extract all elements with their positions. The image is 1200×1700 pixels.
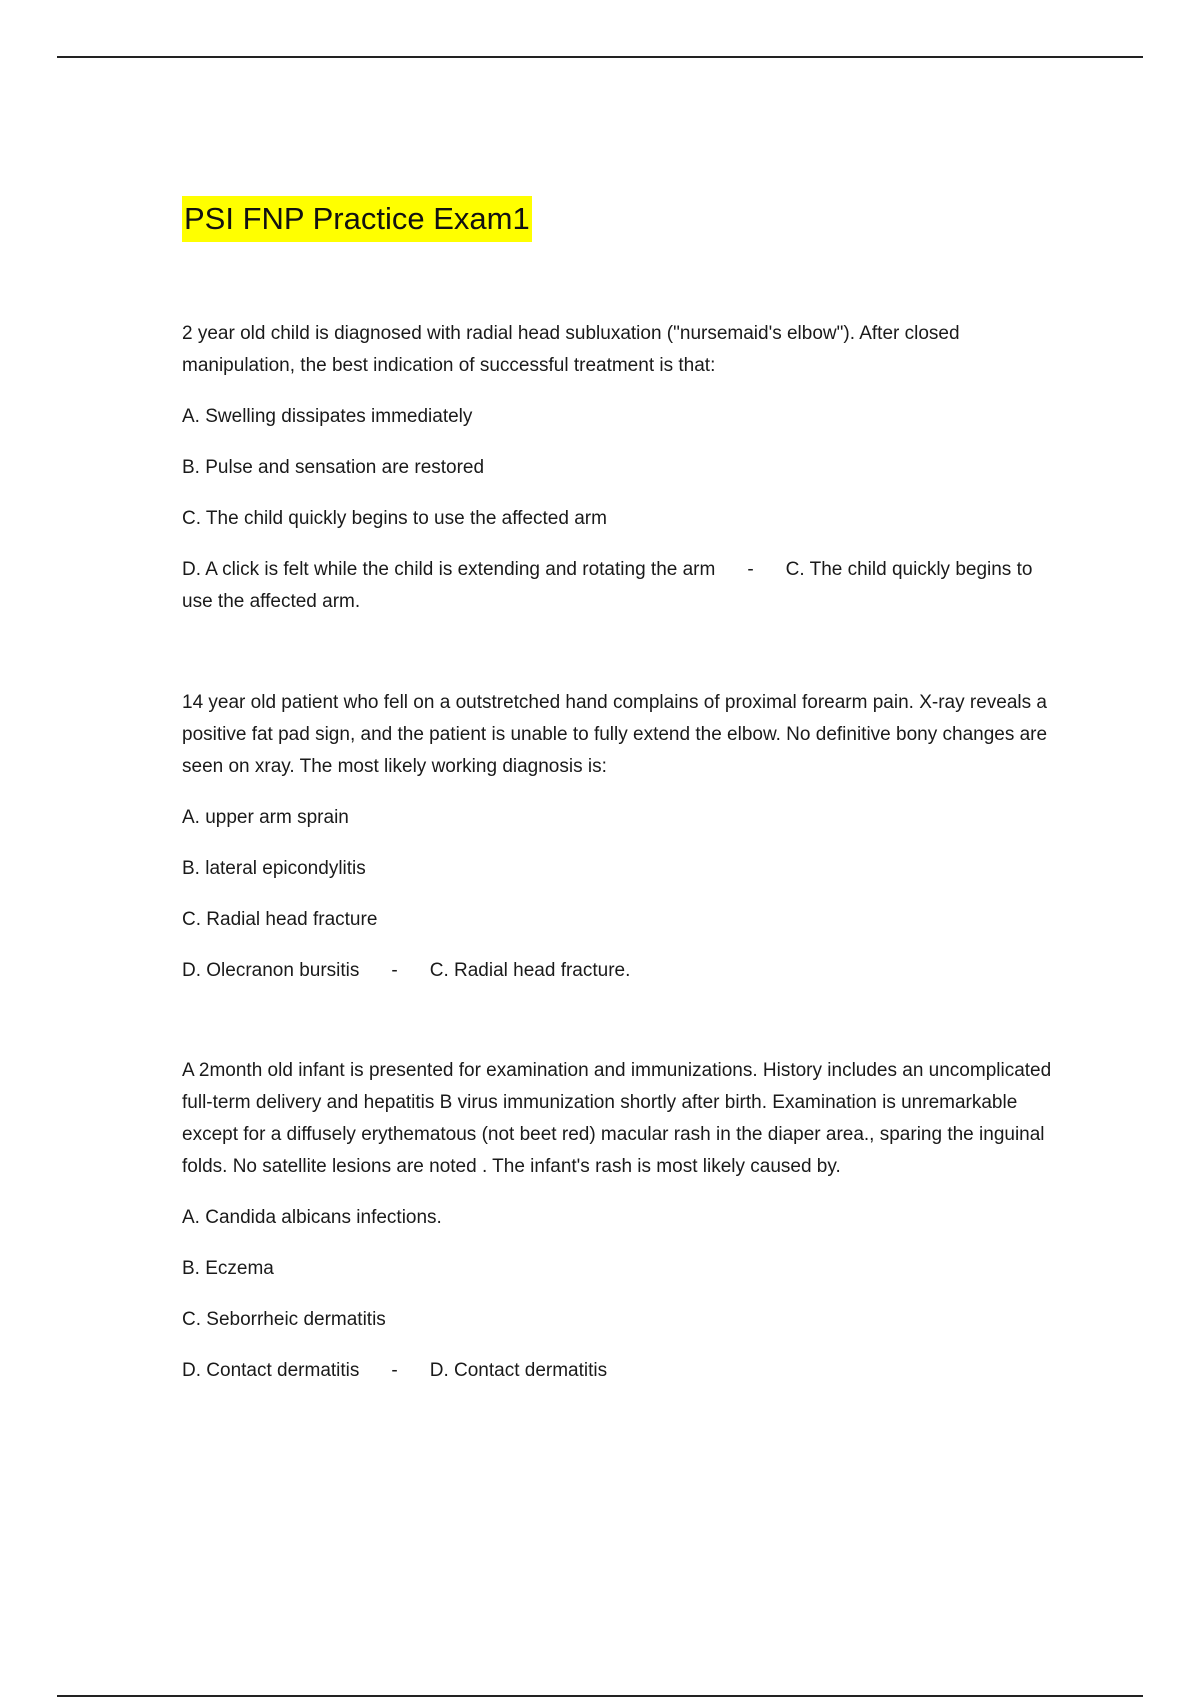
footer-rule	[57, 1695, 1143, 1697]
question-stem: 14 year old patient who fell on a outstretched hand complains of proximal forearm pain. X-ray reveals a positive fat pad sign, and the patient is unable to fully extend the elbow. No definitive bony changes are seen on xray. The most likely working diagnosis is:	[182, 692, 1048, 777]
option-d-with-answer	[182, 554, 1062, 618]
option-d-with-answer	[182, 955, 1062, 987]
option-a: A. upper arm sprain	[182, 807, 349, 828]
option-b: B. Eczema	[182, 1258, 274, 1279]
option-a: A. Candida albicans infections.	[182, 1207, 442, 1228]
answer-text: C. The child quickly begins to use the affected arm.	[182, 559, 1033, 612]
question-stem: 2 year old child is diagnosed with radial head subluxation ("nursemaid's elbow"). After closed manipulation, the best indication of successful treatment is that:	[182, 323, 960, 376]
question-stem: A 2month old infant is presented for examination and immunizations. History includes an uncomplicated full-term delivery and hepatitis B virus immunization shortly after birth. Examination is unremarkable except for a diffusely erythematous (not beet red) macular rash in the diaper area., sparing the inguinal folds. No satellite lesions are noted . The infant's rash is most likely caused by.	[182, 1060, 1052, 1177]
answer-text: D. Contact dermatitis	[429, 1360, 608, 1381]
option-b: B. lateral epicondylitis	[182, 858, 366, 879]
document-title: PSI FNP Practice Exam1	[182, 196, 532, 242]
option-b: B. Pulse and sensation are restored	[182, 457, 485, 478]
question-2	[182, 687, 1062, 987]
question-1	[182, 318, 1062, 618]
option-d-with-answer	[182, 1355, 1062, 1387]
answer-separator: -	[391, 1360, 398, 1381]
answer-text: C. Radial head fracture.	[429, 960, 631, 981]
option-c: C. Radial head fracture	[182, 909, 378, 930]
option-a: A. Swelling dissipates immediately	[182, 406, 473, 427]
option-d: D. A click is felt while the child is extending and rotating the arm	[182, 559, 716, 580]
option-c: C. Seborrheic dermatitis	[182, 1309, 386, 1330]
answer-separator: -	[747, 559, 754, 580]
option-d: D. Olecranon bursitis	[182, 960, 360, 981]
question-3	[182, 1055, 1062, 1387]
option-d: D. Contact dermatitis	[182, 1360, 360, 1381]
document-body	[182, 196, 1062, 1387]
option-c: C. The child quickly begins to use the affected arm	[182, 508, 607, 529]
answer-separator: -	[391, 960, 398, 981]
header-rule	[57, 56, 1143, 58]
title-wrap	[182, 196, 1062, 242]
